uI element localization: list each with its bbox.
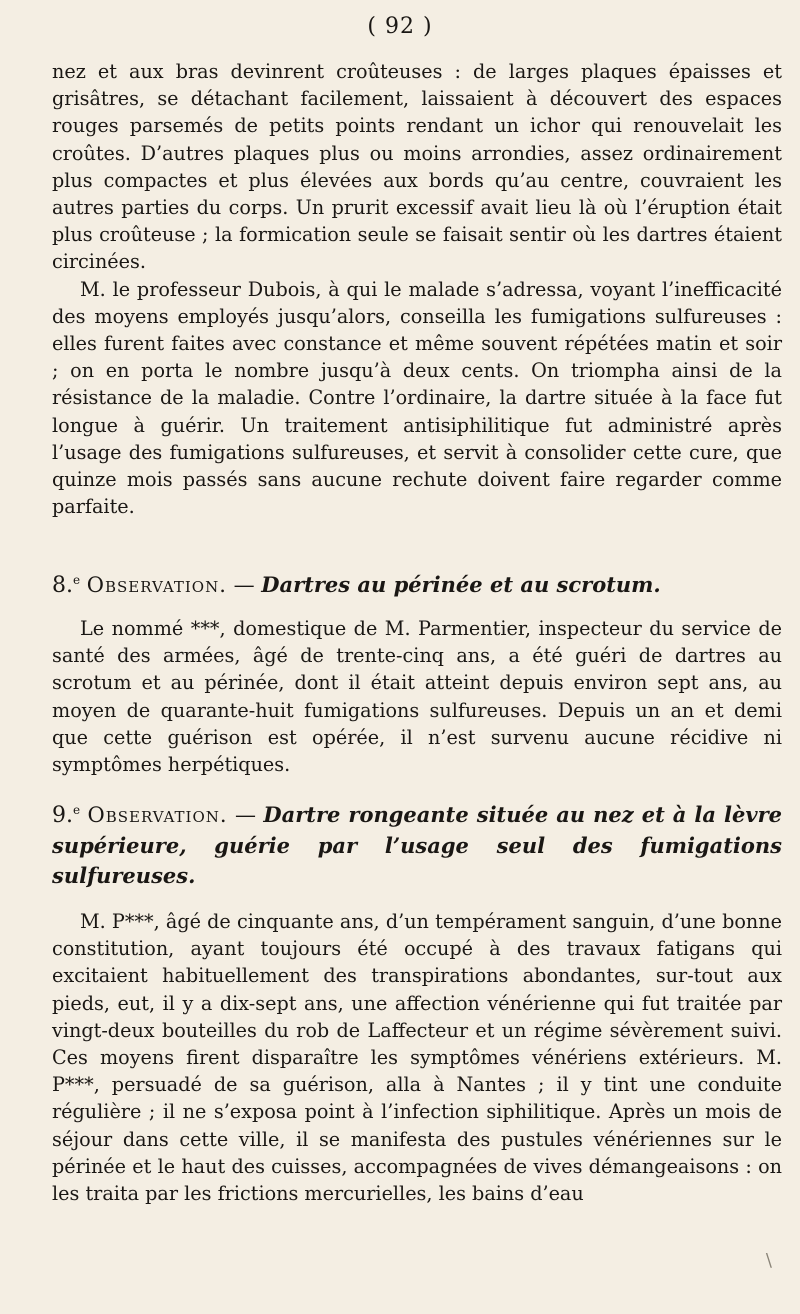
paragraph-1: nez et aux bras devinrent croûteuses : de larges plaques épaisses et grisâtres, se détachant facilement, laissaient à découvert des espaces rouges parsemés de petits points rendant un ichor qui renouvelait les croûtes. D’autres plaques plus ou moins arrondies, assez ordinairement plus compactes et plus élevées aux bords qu’au centre, couvraient les autres parties du corps. Un prurit excessif avait lieu là où l’éruption était plus croûteuse ; la formication seule se faisait sentir où les dartres étaient circinées. — [52, 60, 782, 274]
margin-mark: \ — [765, 1250, 772, 1271]
observation-9-body — [52, 908, 782, 1207]
observation-9-heading — [52, 800, 782, 891]
observation-8-number: 8. — [52, 573, 73, 598]
observation-9-label: Observation. — [87, 803, 228, 827]
observation-9-title: Dartre rongeante située au nez et à la lèvre supérieure, guérie par l’usage seul des fumigations sulfureuses. — [52, 802, 782, 888]
paragraph-4: M. P***, âgé de cinquante ans, d’un tempérament sanguin, d’une bonne constitution, ayant toujours été occupé à des travaux fatigans qui excitaient habituellement des transpirations abondantes, sur-tout aux pieds, eut, il y a dix-sept ans, une affection vénérienne qui fut traitée par vingt-deux bouteilles du rob de Laffecteur et un régime sévèrement suivi. Ces moyens firent disparaître les symptômes vénériens extérieurs. M. P***, persuadé de sa guérison, alla à Nantes ; il y tint une conduite régulière ; il ne s’exposa point à l’infection siphilitique. Après un mois de séjour dans cette ville, il se manifesta des pustules vénériennes sur le périnée et le haut des cuisses, accompagnées de vives démangeaisons : on les traita par les frictions mercurielles, les bains d’eau — [52, 910, 782, 1206]
observation-9-number: 9. — [52, 803, 73, 828]
paragraph-3: Le nommé ***, domestique de M. Parmentier, inspecteur du service de santé des armées, âgé de trente-cinq ans, a été guéri de dartres au scrotum et au périnée, dont il était atteint depuis environ sept ans, au moyen de quarante-huit fumigations sulfureuses. Depuis un an et demi que cette guérison est opérée, il n’est survenu aucune récidive ni symptômes herpétiques. — [52, 617, 782, 777]
paragraph-2: M. le professeur Dubois, à qui le malade s’adressa, voyant l’inefficacité des moyens employés jusqu’alors, conseilla les fumigations sulfureuses : elles furent faites avec constance et même souvent répétées matin et soir ; on en porta le nombre jusqu’à deux cents. On triompha ainsi de la résistance de la maladie. Contre l’ordinaire, la dartre située à la face fut longue à guérir. Un traitement antisiphilitique fut administré après l’usage des fumigations sulfureuses, et servit à consolider cette cure, que quinze mois passés sans aucune rechute doivent faire regarder comme parfaite. — [52, 277, 782, 519]
observation-8-title: Dartres au périnée et au scrotum. — [261, 572, 661, 597]
body-text — [52, 58, 782, 520]
observation-9-ordinal: e — [73, 803, 81, 817]
observation-8-dash: — — [226, 573, 262, 597]
observation-8-ordinal: e — [73, 573, 81, 587]
page-number: ( 92 ) — [367, 14, 433, 39]
observation-8-label: Observation. — [86, 573, 227, 597]
observation-8-body — [52, 615, 782, 778]
observation-8-heading — [52, 570, 782, 601]
observation-9-dash: — — [227, 803, 264, 827]
